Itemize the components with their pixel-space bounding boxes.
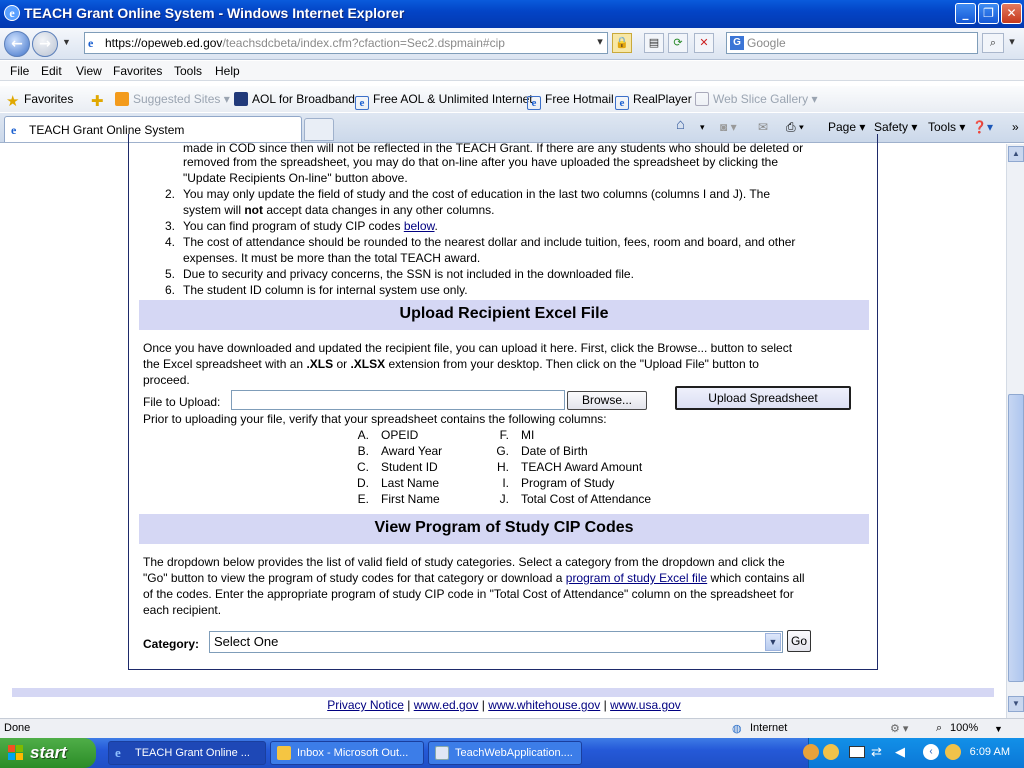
menu-favorites[interactable]: Favorites: [113, 64, 163, 78]
safety-menu[interactable]: Safety ▾: [874, 120, 918, 134]
instruction-1-line3: "Update Recipients On-line" button above.: [183, 171, 408, 185]
menu-file[interactable]: File: [10, 64, 30, 78]
zoom-dropdown-icon[interactable]: ▼: [994, 724, 1003, 734]
print-icon[interactable]: ⎙ ▾: [786, 120, 804, 134]
taskbar-label: TEACH Grant Online ...: [135, 747, 250, 759]
search-icon[interactable]: ⌕: [982, 33, 1004, 53]
globe-icon: ◍: [732, 723, 742, 735]
home-icon[interactable]: ⌂: [676, 116, 686, 133]
outlook-icon: [277, 746, 291, 760]
start-label: start: [30, 743, 67, 762]
scroll-down-icon[interactable]: ▼: [1008, 696, 1024, 712]
taskbar-item-teach-grant[interactable]: [108, 741, 266, 765]
ie-taskbar-icon: e: [115, 745, 121, 760]
browse-button[interactable]: Browse...: [567, 391, 647, 410]
url-path: /teachsdcbeta/index.cfm?cfaction=Sec2.dspmain#cip: [222, 36, 505, 50]
footer-separator: |: [481, 698, 485, 712]
search-placeholder: Google: [747, 36, 786, 50]
web-slice-label: Web Slice Gallery ▾: [713, 92, 818, 106]
home-dropdown-icon[interactable]: ▾: [700, 122, 705, 132]
chevron-right-icon[interactable]: »: [1012, 120, 1019, 134]
tools-menu[interactable]: Tools ▾: [928, 120, 966, 134]
tab-label: TEACH Grant Online System: [29, 123, 185, 137]
free-aol-link[interactable]: [355, 92, 533, 110]
stop-icon[interactable]: ✕: [694, 33, 714, 53]
content-panel: made in COD since then will not be reflected in the TEACH Grant. If there are any students who should be deleted or removed from the spreadsheet, you may do that on-line after you have uploaded the spreadsheet by clicking the "Update Recipients On-line" button above. 2. You may only update the field of study and the cost of education in the last two columns (columns I and J). The system will not accept data changes in any other columns. 3. You can find program of study CIP codes below. 4. The cost of attendance should be rounded to the nearest dollar and include tuition, fees, room and board, and other expenses. It must be more than the total TEACH award. 5. Due to security and privacy concerns, the SSN is not included in the downloaded file. 6. The student ID column is for internal system use only. Upload Recipient Excel File Once you have downloaded and updated the recipient file, you can upload it here. First, click the Browse... button to select the Excel spreadsheet with an .XLS or .XLSX extension from your desktop. Then click on the "Upload File" button to proceed. File to Upload: Browse... Upload Spreadsheet Prior to uploading your file, verify that your spreadsheet contains the following columns: A. OPEID B. Award Year C. Student ID D. Last Name E. First Name F. MI G. Date of Birth H. TEACH Award Amount I. Program of Study J. Total Cost of Attendance View Program of Study CIP Codes The dropdown below provides the list of valid field of study categories. Select a category from the dropdown and click the "Go" button to view the program of study codes for that category or download a program of study Excel file which contains all of the codes. Enter the appropriate program of study CIP code in "Total Cost of Attendance" column on the spreadsheet for each recipient. Category: Select One ▼ Go: [128, 134, 878, 670]
chrome-icon[interactable]: [803, 744, 819, 760]
instruction-6-number: 6.: [164, 283, 175, 297]
security-zone: Internet: [750, 722, 788, 734]
url-scheme: https://: [105, 36, 142, 50]
web-slice-gallery-link[interactable]: [695, 92, 818, 106]
taskbar-item-outlook[interactable]: [270, 741, 424, 765]
zoom-icon[interactable]: ⌕: [936, 722, 943, 734]
address-dropdown-icon[interactable]: ▾: [597, 35, 603, 48]
zoom-level[interactable]: 100%: [950, 722, 979, 734]
address-input[interactable]: [84, 32, 608, 54]
volume-icon[interactable]: ◀: [895, 744, 905, 759]
upload-section-heading: Upload Recipient Excel File: [139, 300, 869, 330]
scroll-up-icon[interactable]: ▲: [1008, 146, 1024, 162]
go-button[interactable]: Go: [787, 630, 811, 652]
below-link[interactable]: below: [403, 219, 435, 233]
free-hotmail-link[interactable]: [527, 92, 614, 110]
instruction-3-number: 3.: [164, 219, 175, 233]
page-viewport: [0, 141, 1008, 718]
window-titlebar: [0, 0, 1024, 28]
file-to-upload-label: File to Upload:: [143, 395, 221, 409]
favorites-bar: [0, 86, 1024, 112]
instruction-5-text: Due to security and privacy concerns, the SSN is not included in the downloaded file.: [183, 267, 634, 281]
ie-page-icon: e: [615, 96, 629, 110]
category-selected-value: Select One: [214, 634, 279, 649]
upload-intro: Once you have downloaded and updated the recipient file, you can upload it here. First, click the Browse... button to select the Excel spreadsheet with an .XLS or .XLSX extension from your desktop. Then click on the "Upload File" button to proceed.: [143, 341, 793, 387]
status-bar: [0, 718, 1024, 738]
ed-gov-link[interactable]: www.ed.gov: [413, 698, 479, 712]
menu-view[interactable]: View: [76, 64, 102, 78]
instruction-2-number: 2.: [164, 187, 175, 201]
instruction-4-line1: The cost of attendance should be rounded to the nearest dollar and include tuition, fees, room and board, and other: [183, 235, 796, 249]
menu-bar: [0, 61, 1024, 81]
privacy-notice-link[interactable]: Privacy Notice: [327, 698, 404, 712]
taskbar: [0, 738, 1024, 768]
network-icon[interactable]: ⇄: [871, 744, 882, 759]
aol-icon: [234, 92, 248, 106]
recent-pages-dropdown[interactable]: ▼: [62, 37, 71, 47]
protected-mode-icon[interactable]: ⚙ ▾: [890, 723, 909, 735]
lock-icon[interactable]: 🔒: [612, 33, 632, 53]
document-icon: [435, 746, 449, 760]
menu-edit[interactable]: Edit: [41, 64, 62, 78]
compatibility-view-icon[interactable]: ▤: [644, 33, 664, 53]
close-button[interactable]: ✕: [1001, 3, 1022, 24]
aol-broadband-link[interactable]: [234, 92, 355, 106]
cip-description: The dropdown below provides the list of valid field of study categories. Select a category from the dropdown and click the "Go" button to view the program of study codes for that category or download a program of study Excel file which contains all of the codes. Enter the appropriate program of study CIP code in "Total Cost of Attendance" column on the spreadsheet for each recipient.: [143, 555, 805, 617]
free-hotmail-label: Free Hotmail: [545, 92, 614, 106]
instruction-4-number: 4.: [164, 235, 175, 249]
free-aol-label: Free AOL & Unlimited Internet: [373, 92, 533, 106]
add-favorite-icon[interactable]: ✚: [91, 93, 104, 110]
taskbar-item-teachwebapp[interactable]: [428, 741, 582, 765]
google-icon: G: [730, 36, 744, 50]
verify-columns-text: Prior to uploading your file, verify that your spreadsheet contains the following columns:: [143, 412, 607, 426]
feeds-icon[interactable]: ◙ ▾: [720, 120, 737, 134]
clock: 6:09 AM: [969, 746, 1010, 758]
page-ie-icon: e: [88, 36, 94, 50]
taskbar-label: TeachWebApplication....: [455, 747, 573, 759]
address-toolbar: [0, 28, 1024, 60]
restore-button[interactable]: ❐: [978, 3, 999, 24]
show-hidden-icons-icon[interactable]: ‹: [923, 744, 939, 760]
mail-icon[interactable]: ✉: [758, 120, 769, 134]
realplayer-link[interactable]: [615, 92, 692, 110]
forward-button[interactable]: →: [32, 31, 58, 57]
instruction-3-text: You can find program of study CIP codes below.: [183, 219, 438, 233]
help-menu[interactable]: ❓▾: [972, 120, 993, 134]
aol-broadband-label: AOL for Broadband: [252, 92, 355, 106]
start-button[interactable]: [0, 738, 96, 768]
messenger-icon[interactable]: [945, 744, 961, 760]
system-tray: [808, 738, 1024, 768]
vertical-scrollbar[interactable]: [1006, 144, 1024, 718]
instruction-2-line2: system will not accept data changes in any other columns.: [183, 203, 495, 217]
taskbar-label: Inbox - Microsoft Out...: [297, 747, 409, 759]
minimize-button[interactable]: _: [955, 3, 976, 24]
scrollbar-thumb[interactable]: [1008, 394, 1024, 682]
usa-gov-link[interactable]: www.usa.gov: [610, 698, 681, 712]
menu-help[interactable]: Help: [215, 64, 240, 78]
upload-spreadsheet-button[interactable]: Upload Spreadsheet: [675, 386, 851, 410]
file-path-input[interactable]: [231, 390, 565, 410]
instruction-1-line2: removed from the spreadsheet, you may do that on-line after you have uploaded the spreadsheet by clicking the: [183, 155, 779, 169]
search-input[interactable]: [726, 32, 978, 54]
star-icon: ★: [6, 93, 20, 110]
tab-ie-icon: e: [11, 123, 17, 137]
page-menu[interactable]: Page ▾: [828, 120, 866, 134]
refresh-icon[interactable]: ⟳: [668, 33, 688, 53]
favorites-button[interactable]: [6, 92, 73, 109]
category-select[interactable]: [209, 631, 783, 653]
favorites-label: Favorites: [24, 92, 74, 106]
footer-links: [0, 698, 1008, 712]
cip-section-heading: View Program of Study CIP Codes: [139, 514, 869, 544]
suggested-sites-icon: [115, 92, 129, 106]
whitehouse-gov-link[interactable]: www.whitehouse.gov: [488, 698, 601, 712]
ie-logo-icon: e: [4, 5, 20, 21]
chevron-down-icon[interactable]: ▼: [765, 633, 781, 651]
url-domain: opeweb.ed.gov: [141, 36, 223, 50]
instruction-6-text: The student ID column is for internal system use only.: [183, 283, 468, 297]
back-button[interactable]: ←: [4, 31, 30, 57]
suggested-sites-link[interactable]: [115, 92, 230, 106]
instruction-partial-line: made in COD since then will not be reflected in the TEACH Grant. If there are any students who should be deleted or: [183, 141, 804, 155]
display-icon[interactable]: [849, 746, 865, 758]
instruction-4-line2: expenses. It must be more than the total TEACH award.: [183, 251, 481, 265]
windows-flag-icon: [8, 745, 24, 761]
window-title: TEACH Grant Online System - Windows Internet Explorer: [24, 5, 405, 21]
web-slice-icon: [695, 92, 709, 106]
footer-separator: |: [407, 698, 411, 712]
ie-page-icon: e: [527, 96, 541, 110]
tray-app-icon[interactable]: [823, 744, 839, 760]
instruction-5-number: 5.: [164, 267, 175, 281]
footer-divider: [12, 688, 994, 697]
program-of-study-excel-link[interactable]: program of study Excel file: [565, 571, 708, 585]
instruction-2-line1: You may only update the field of study and the cost of education in the last two columns (columns I and J). The: [183, 187, 771, 201]
suggested-sites-label: Suggested Sites ▾: [133, 92, 230, 106]
footer-separator: |: [603, 698, 607, 712]
menu-tools[interactable]: Tools: [174, 64, 203, 78]
search-options-icon[interactable]: ▾: [1009, 35, 1015, 48]
realplayer-label: RealPlayer: [633, 92, 692, 106]
status-text: Done: [4, 722, 31, 734]
ie-page-icon: e: [355, 96, 369, 110]
category-label: Category:: [143, 637, 200, 651]
